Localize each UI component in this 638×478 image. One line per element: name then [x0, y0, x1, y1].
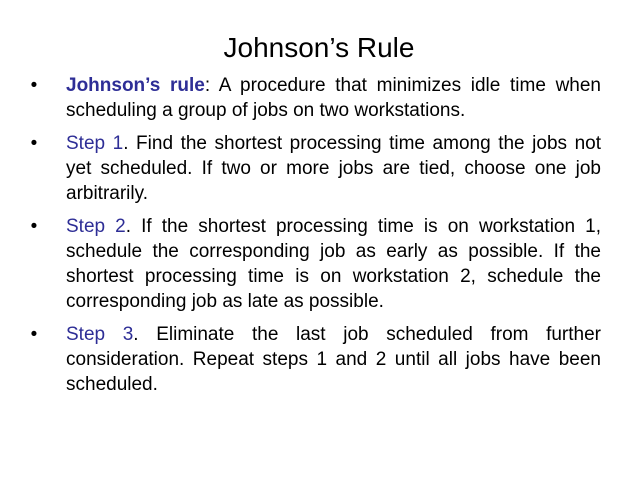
- bullet-dot-icon: •: [30, 216, 38, 237]
- bullet-list: [0, 73, 638, 405]
- bullet-text: . Find the shortest processing time among the jobs not yet scheduled. If two or more jobs are tied, choose one job arbitrarily.: [66, 133, 601, 204]
- bullet-dot-icon: •: [30, 133, 38, 154]
- bullet-dot-icon: •: [30, 324, 38, 345]
- bullet-text: : A procedure that minimizes idle time when scheduling a group of jobs on two workstations.: [66, 75, 601, 121]
- slide-title: Johnson’s Rule: [223, 32, 415, 63]
- bullet-item-step-1: [30, 131, 601, 206]
- bullet-item-step-2: [30, 214, 601, 314]
- bullet-item-step-3: [30, 322, 602, 397]
- bullet-term: Step 1: [66, 133, 124, 154]
- bullet-text: . Eliminate the last job scheduled from further consideration. Repeat steps 1 and 2 until all jobs have been scheduled.: [66, 324, 602, 395]
- bullet-item-definition: [30, 73, 601, 123]
- bullet-term: Step 2: [66, 216, 126, 237]
- bullet-dot-icon: •: [30, 75, 38, 96]
- bullet-text: . If the shortest processing time is on workstation 1, schedule the corresponding job as early as possible. If the shortest processing time is on workstation 2, schedule the corresponding job as late as possible.: [66, 216, 601, 312]
- bullet-term: Step 3: [66, 324, 134, 345]
- bullet-term: Johnson’s rule: [66, 75, 205, 96]
